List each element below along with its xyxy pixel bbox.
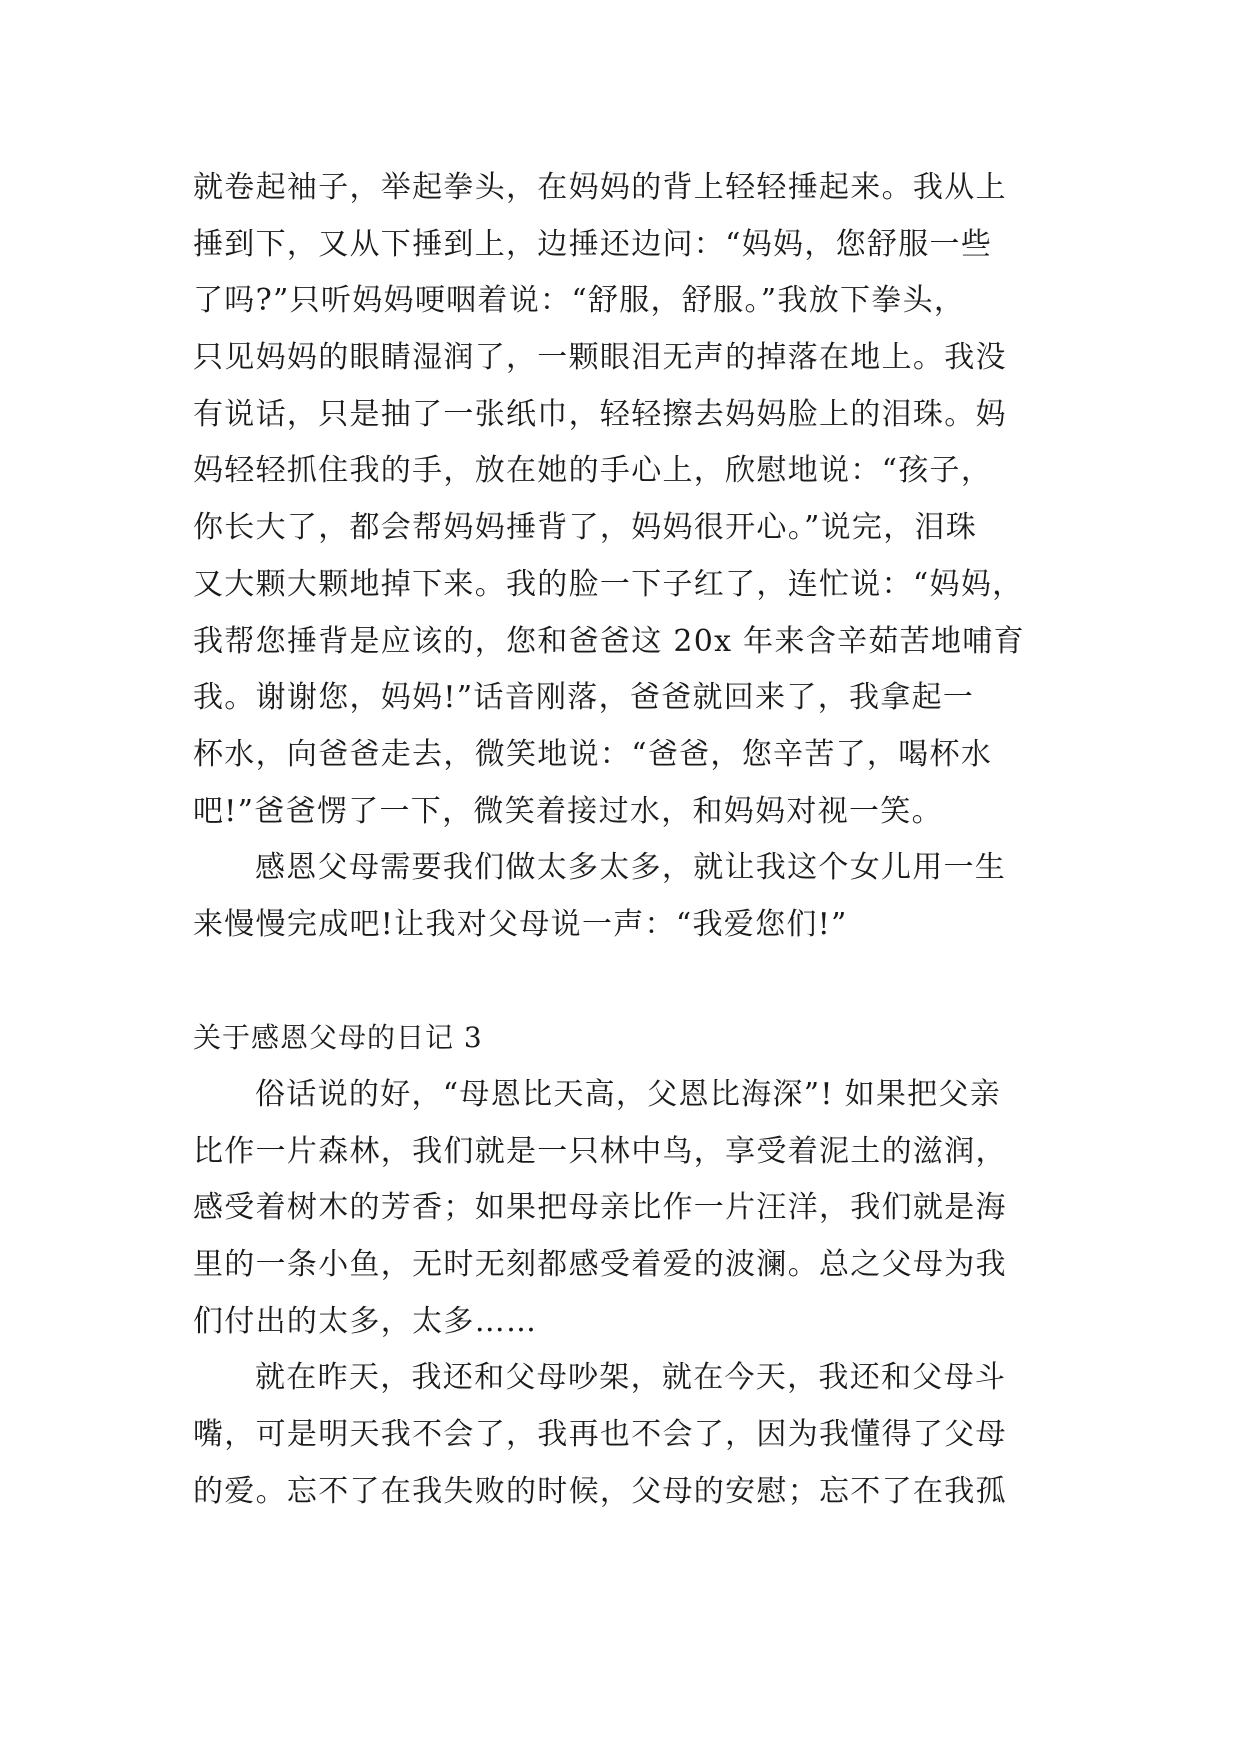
paragraph [193,1350,1063,1520]
text-line: 俗话说的好，“母恩比天高，父恩比海深”! 如果把父亲 [255,1077,1002,1112]
text-line: 了吗?”只听妈妈哽咽着说：“舒服，舒服。”我放下拳头， [193,283,966,319]
paragraph [193,1067,1063,1350]
text-line: 来慢慢完成吧!让我对父母说一声：“我爱您们!” [193,906,848,942]
text-line: 就卷起袖子，举起拳头，在妈妈的背上轻轻捶起来。我从上 [193,170,1007,205]
text-line: 捶到下，又从下捶到上，边捶还边问：“妈妈，您舒服一些 [193,226,993,262]
text-line: 里的一条小鱼，无时无刻都感受着爱的波澜。总之父母为我 [193,1247,1007,1283]
text-line: 我帮您捶背是应该的，您和爸爸这 20x 年来含辛茹苦地哺育 [193,623,1025,659]
text-line: 嘴，可是明天我不会了，我再也不会了，因为我懂得了父母 [193,1417,1007,1453]
text-line: 吧!”爸爸愣了一下，微笑着接过水，和妈妈对视一笑。 [193,793,943,829]
text-line: 们付出的太多，太多…… [193,1303,538,1339]
section-heading: 关于感恩父母的日记 3 [193,1021,483,1055]
paragraph [193,160,1063,840]
text-line: 妈轻轻抓住我的手，放在她的手心上，欣慰地说：“孩子， [193,453,993,489]
text-line: 有说话，只是抽了一张纸巾，轻轻擦去妈妈脸上的泪珠。妈 [193,396,1007,432]
text-line: 感恩父母需要我们做太多太多，就让我这个女儿用一生 [255,850,1007,886]
text-line: 你长大了，都会帮妈妈捶背了，妈妈很开心。”说完，泪珠 [193,510,978,546]
text-line: 就在昨天，我还和父母吵架，就在今天，我还和父母斗 [255,1360,1007,1396]
document-body [193,160,1063,1521]
text-line: 我。谢谢您，妈妈!”话音刚落，爸爸就回来了，我拿起一 [193,680,975,716]
text-line: 比作一片森林，我们就是一只林中鸟，享受着泥土的滋润， [193,1133,1007,1169]
section-spacer [193,954,1063,1011]
text-line: 感受着树木的芳香；如果把母亲比作一片汪洋，我们就是海 [193,1190,1007,1226]
paragraph [193,840,1063,953]
text-line: 只见妈妈的眼睛湿润了，一颗眼泪无声的掉落在地上。我没 [193,340,1007,376]
text-line: 的爱。忘不了在我失败的时候，父母的安慰；忘不了在我孤 [193,1473,1007,1509]
text-line: 杯水，向爸爸走去，微笑地说：“爸爸，您辛苦了，喝杯水 [193,736,993,772]
text-line: 又大颗大颗地掉下来。我的脸一下子红了，连忙说：“妈妈， [193,566,1024,602]
